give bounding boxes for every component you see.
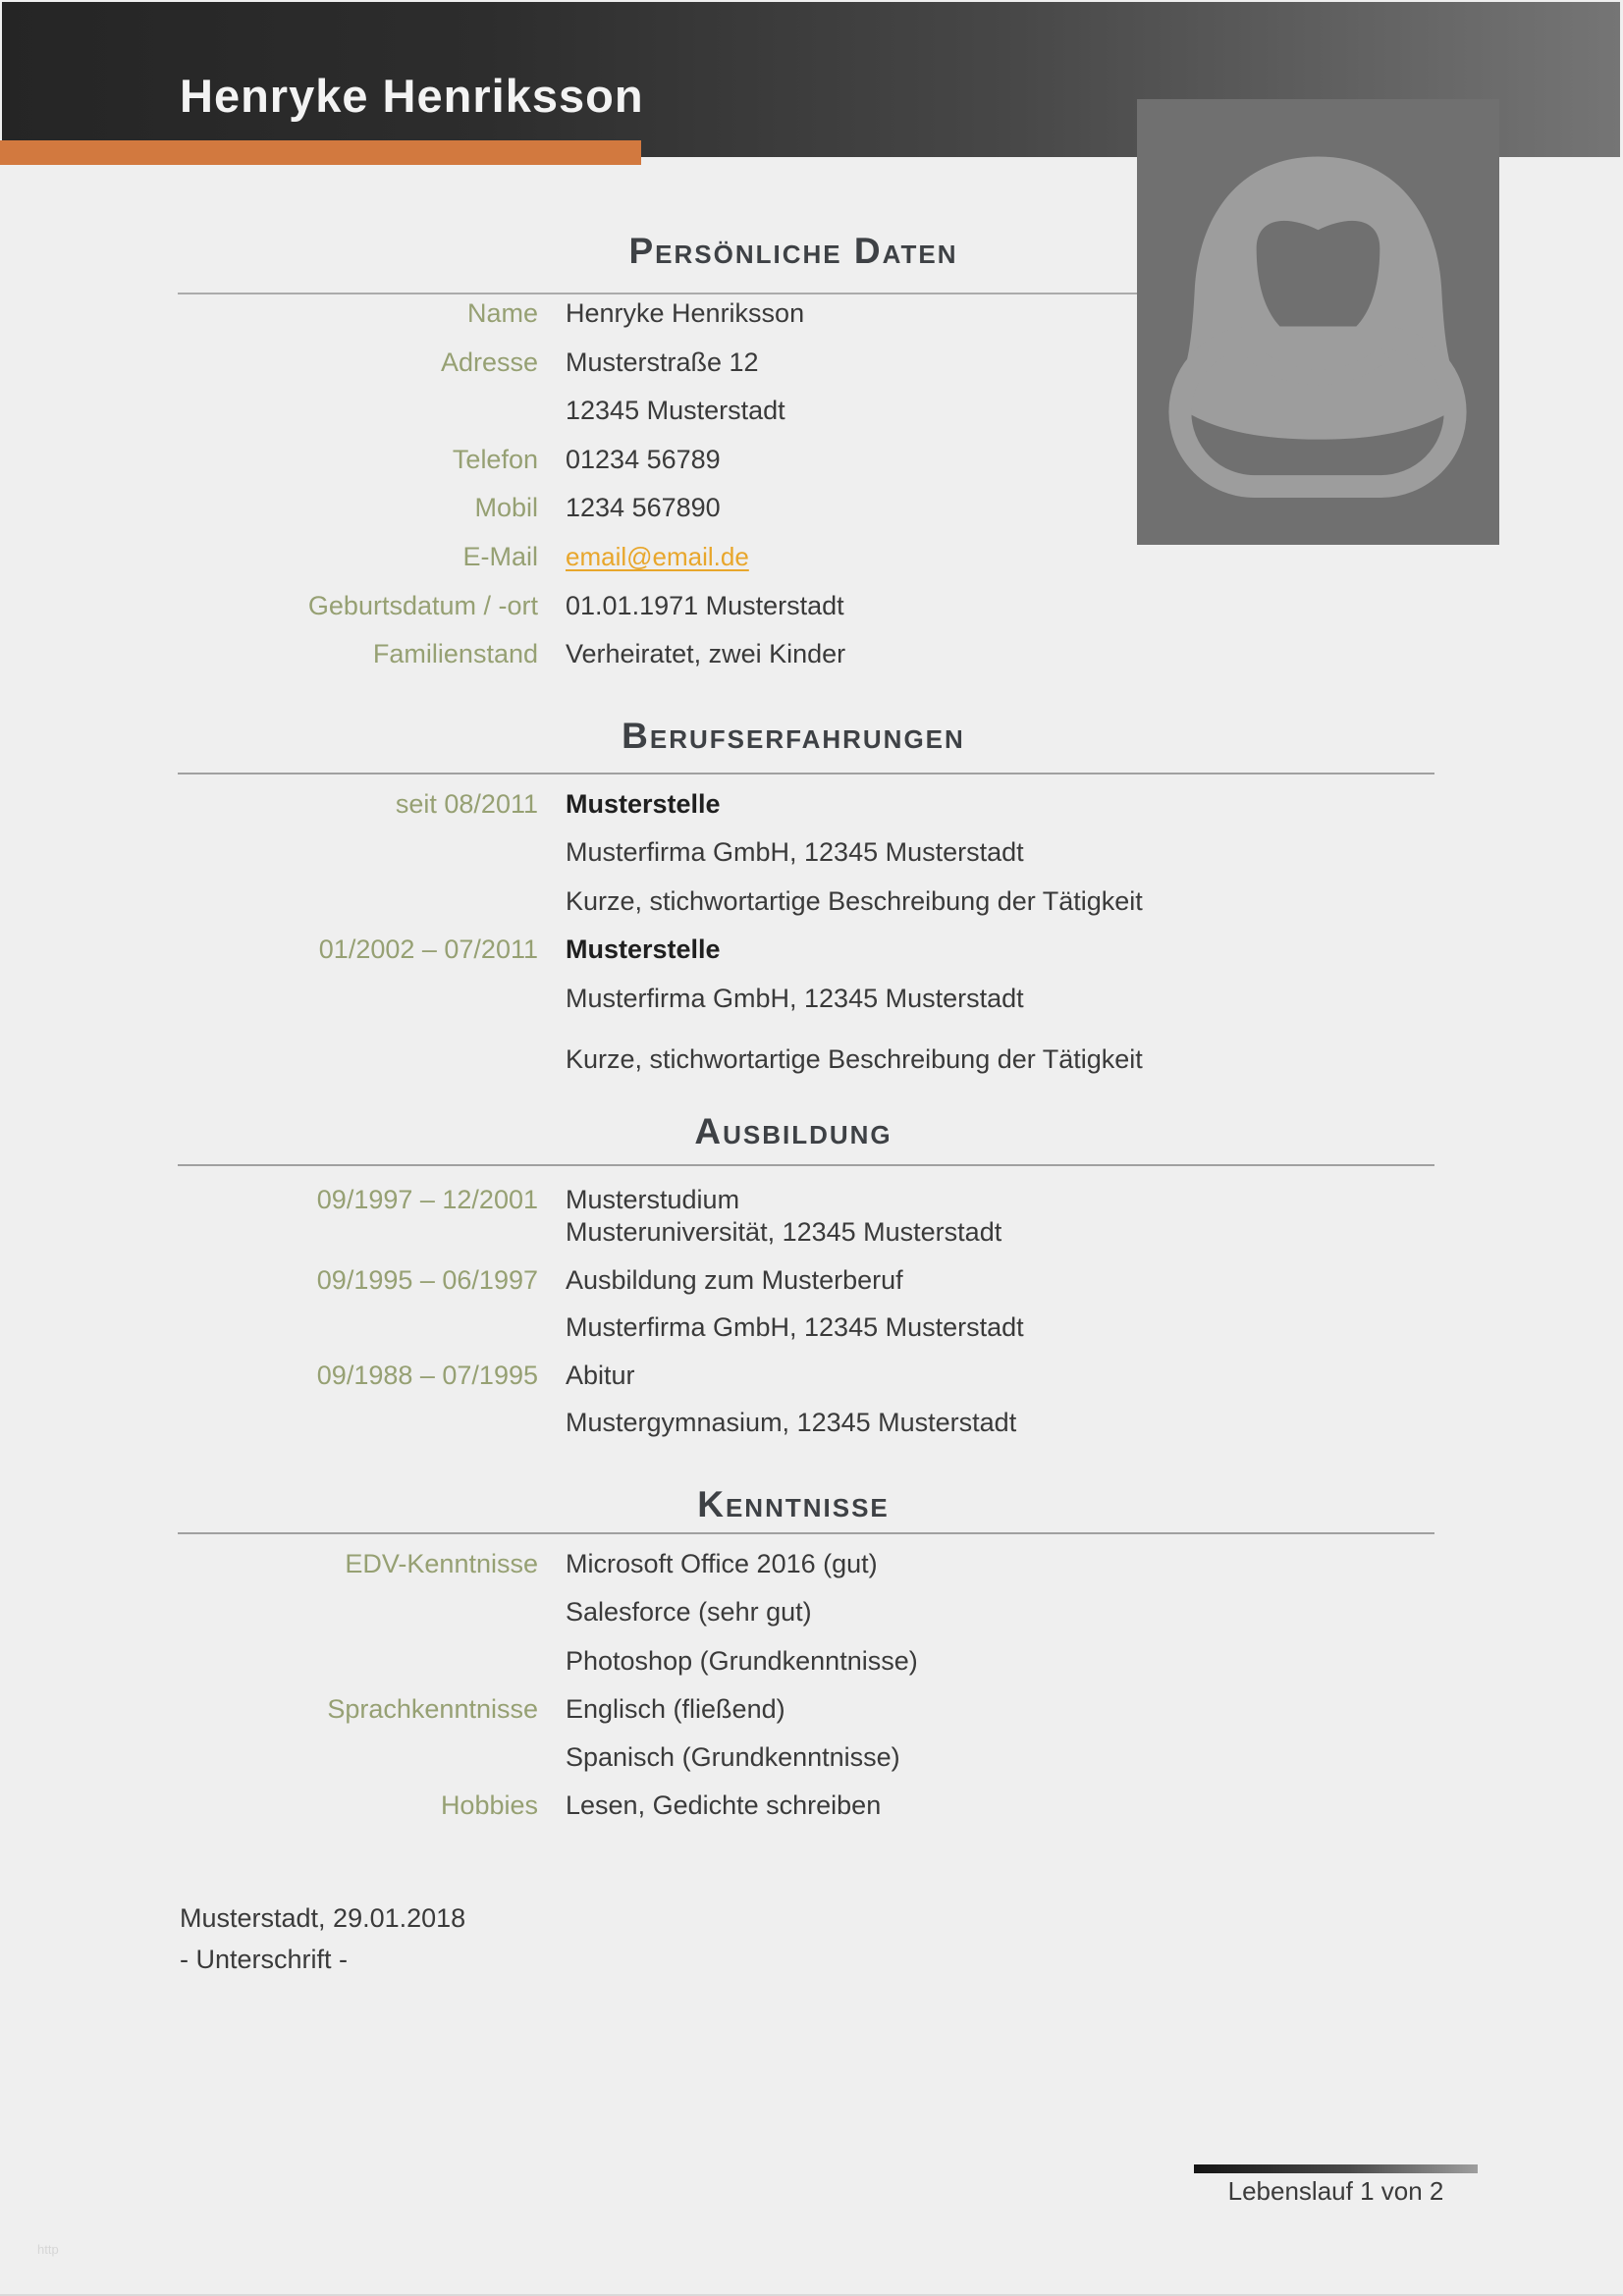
row-label: Telefon [452,444,538,474]
row-label: 09/1988 – 07/1995 [316,1360,538,1390]
row-value: 1234 567890 [566,493,721,523]
row-label: Mobil [474,493,538,523]
row-label: Geburtsdatum / -ort [307,590,538,620]
detail-row [180,1407,1438,1455]
detail-row [180,836,1438,884]
section-divider [178,1164,1434,1166]
row-label: Hobbies [440,1790,538,1821]
signature-place-date: Musterstadt, 29.01.2018 [180,1903,466,1933]
detail-row [180,1789,1438,1838]
row-label: Adresse [440,347,538,377]
row-label: 01/2002 – 07/2011 [318,934,538,965]
detail-row [180,1548,1438,1596]
detail-row [180,983,1438,1031]
footer-accent-bar [1194,2164,1478,2173]
detail-row [180,1264,1438,1312]
row-label: Name [466,298,538,328]
row-value: Musterstelle [566,789,721,819]
row-value: Lesen, Gedichte schreiben [566,1790,882,1821]
row-value: Kurze, stichwortartige Beschreibung der Tätigkeit [566,1043,1143,1074]
page-indicator: Lebenslauf 1 von 2 [1227,2176,1444,2206]
detail-row [180,1216,1438,1264]
row-value: Photoshop (Grundkenntnisse) [566,1645,918,1676]
row-value: Abitur [566,1360,635,1390]
row-value: Musteruniversität, 12345 Musterstadt [566,1217,1002,1247]
section-heading-personal: Persönliche Daten [628,231,958,271]
row-value: Spanisch (Grundkenntnisse) [566,1742,900,1773]
detail-row [180,1043,1438,1092]
row-value: Microsoft Office 2016 (gut) [566,1549,878,1578]
detail-row [180,1184,1438,1216]
detail-row [180,1360,1438,1408]
detail-row [180,1645,1438,1693]
row-label: seit 08/2011 [395,789,538,819]
row-value: Musterfirma GmbH, 12345 Musterstadt [566,1312,1024,1342]
accent-bar [0,140,641,165]
row-value: Musterstraße 12 [566,347,759,377]
row-label: 09/1995 – 06/1997 [316,1264,538,1295]
detail-row [180,1741,1438,1789]
row-value: Englisch (fließend) [566,1693,785,1724]
detail-row [180,885,1438,934]
detail-row [180,1693,1438,1741]
row-value: Musterfirma GmbH, 12345 Musterstadt [566,837,1024,868]
row-value: Musterstudium [566,1185,740,1214]
watermark-text: http [37,2242,59,2257]
row-value: Musterstelle [566,934,721,965]
row-value: Ausbildung zum Musterberuf [566,1264,903,1295]
signature-block [180,1897,465,1980]
row-label: Familienstand [372,639,538,669]
row-label: E-Mail [462,541,538,571]
row-value: 01.01.1971 Musterstadt [566,590,844,620]
row-value: 01234 56789 [566,444,721,474]
detail-row [180,590,1438,639]
photo-placeholder [1137,99,1499,545]
email-link[interactable]: email@email.de [566,541,749,571]
row-value: Henryke Henriksson [566,298,805,328]
row-value: 12345 Musterstadt [566,396,785,426]
education-list [180,1184,1438,1455]
detail-row [180,1311,1438,1360]
detail-row [180,638,1438,687]
female-silhouette-icon [1137,99,1499,545]
row-label: 09/1997 – 12/2001 [316,1185,538,1214]
section-heading-education: Ausbildung [694,1111,893,1151]
row-value: Verheiratet, zwei Kinder [566,639,846,669]
row-value: Kurze, stichwortartige Beschreibung der Tätigkeit [566,885,1143,916]
experience-list [180,788,1438,1092]
detail-row [180,934,1438,982]
row-value: Mustergymnasium, 12345 Musterstadt [566,1408,1017,1437]
row-label: Sprachkenntnisse [327,1693,538,1724]
skills-list [180,1548,1438,1839]
section-divider [178,1532,1434,1534]
row-label: EDV-Kenntnisse [345,1549,538,1578]
section-divider [178,773,1434,774]
person-name: Henryke Henriksson [180,70,644,122]
section-heading-experience: Berufserfahrungen [622,716,965,756]
detail-row [180,788,1438,836]
section-heading-skills: Kenntnisse [697,1484,890,1524]
row-value: Musterfirma GmbH, 12345 Musterstadt [566,983,1024,1013]
row-value: Salesforce (sehr gut) [566,1597,812,1628]
detail-row [180,1596,1438,1644]
detail-row [180,541,1438,590]
signature-note: - Unterschrift - [180,1945,349,1974]
